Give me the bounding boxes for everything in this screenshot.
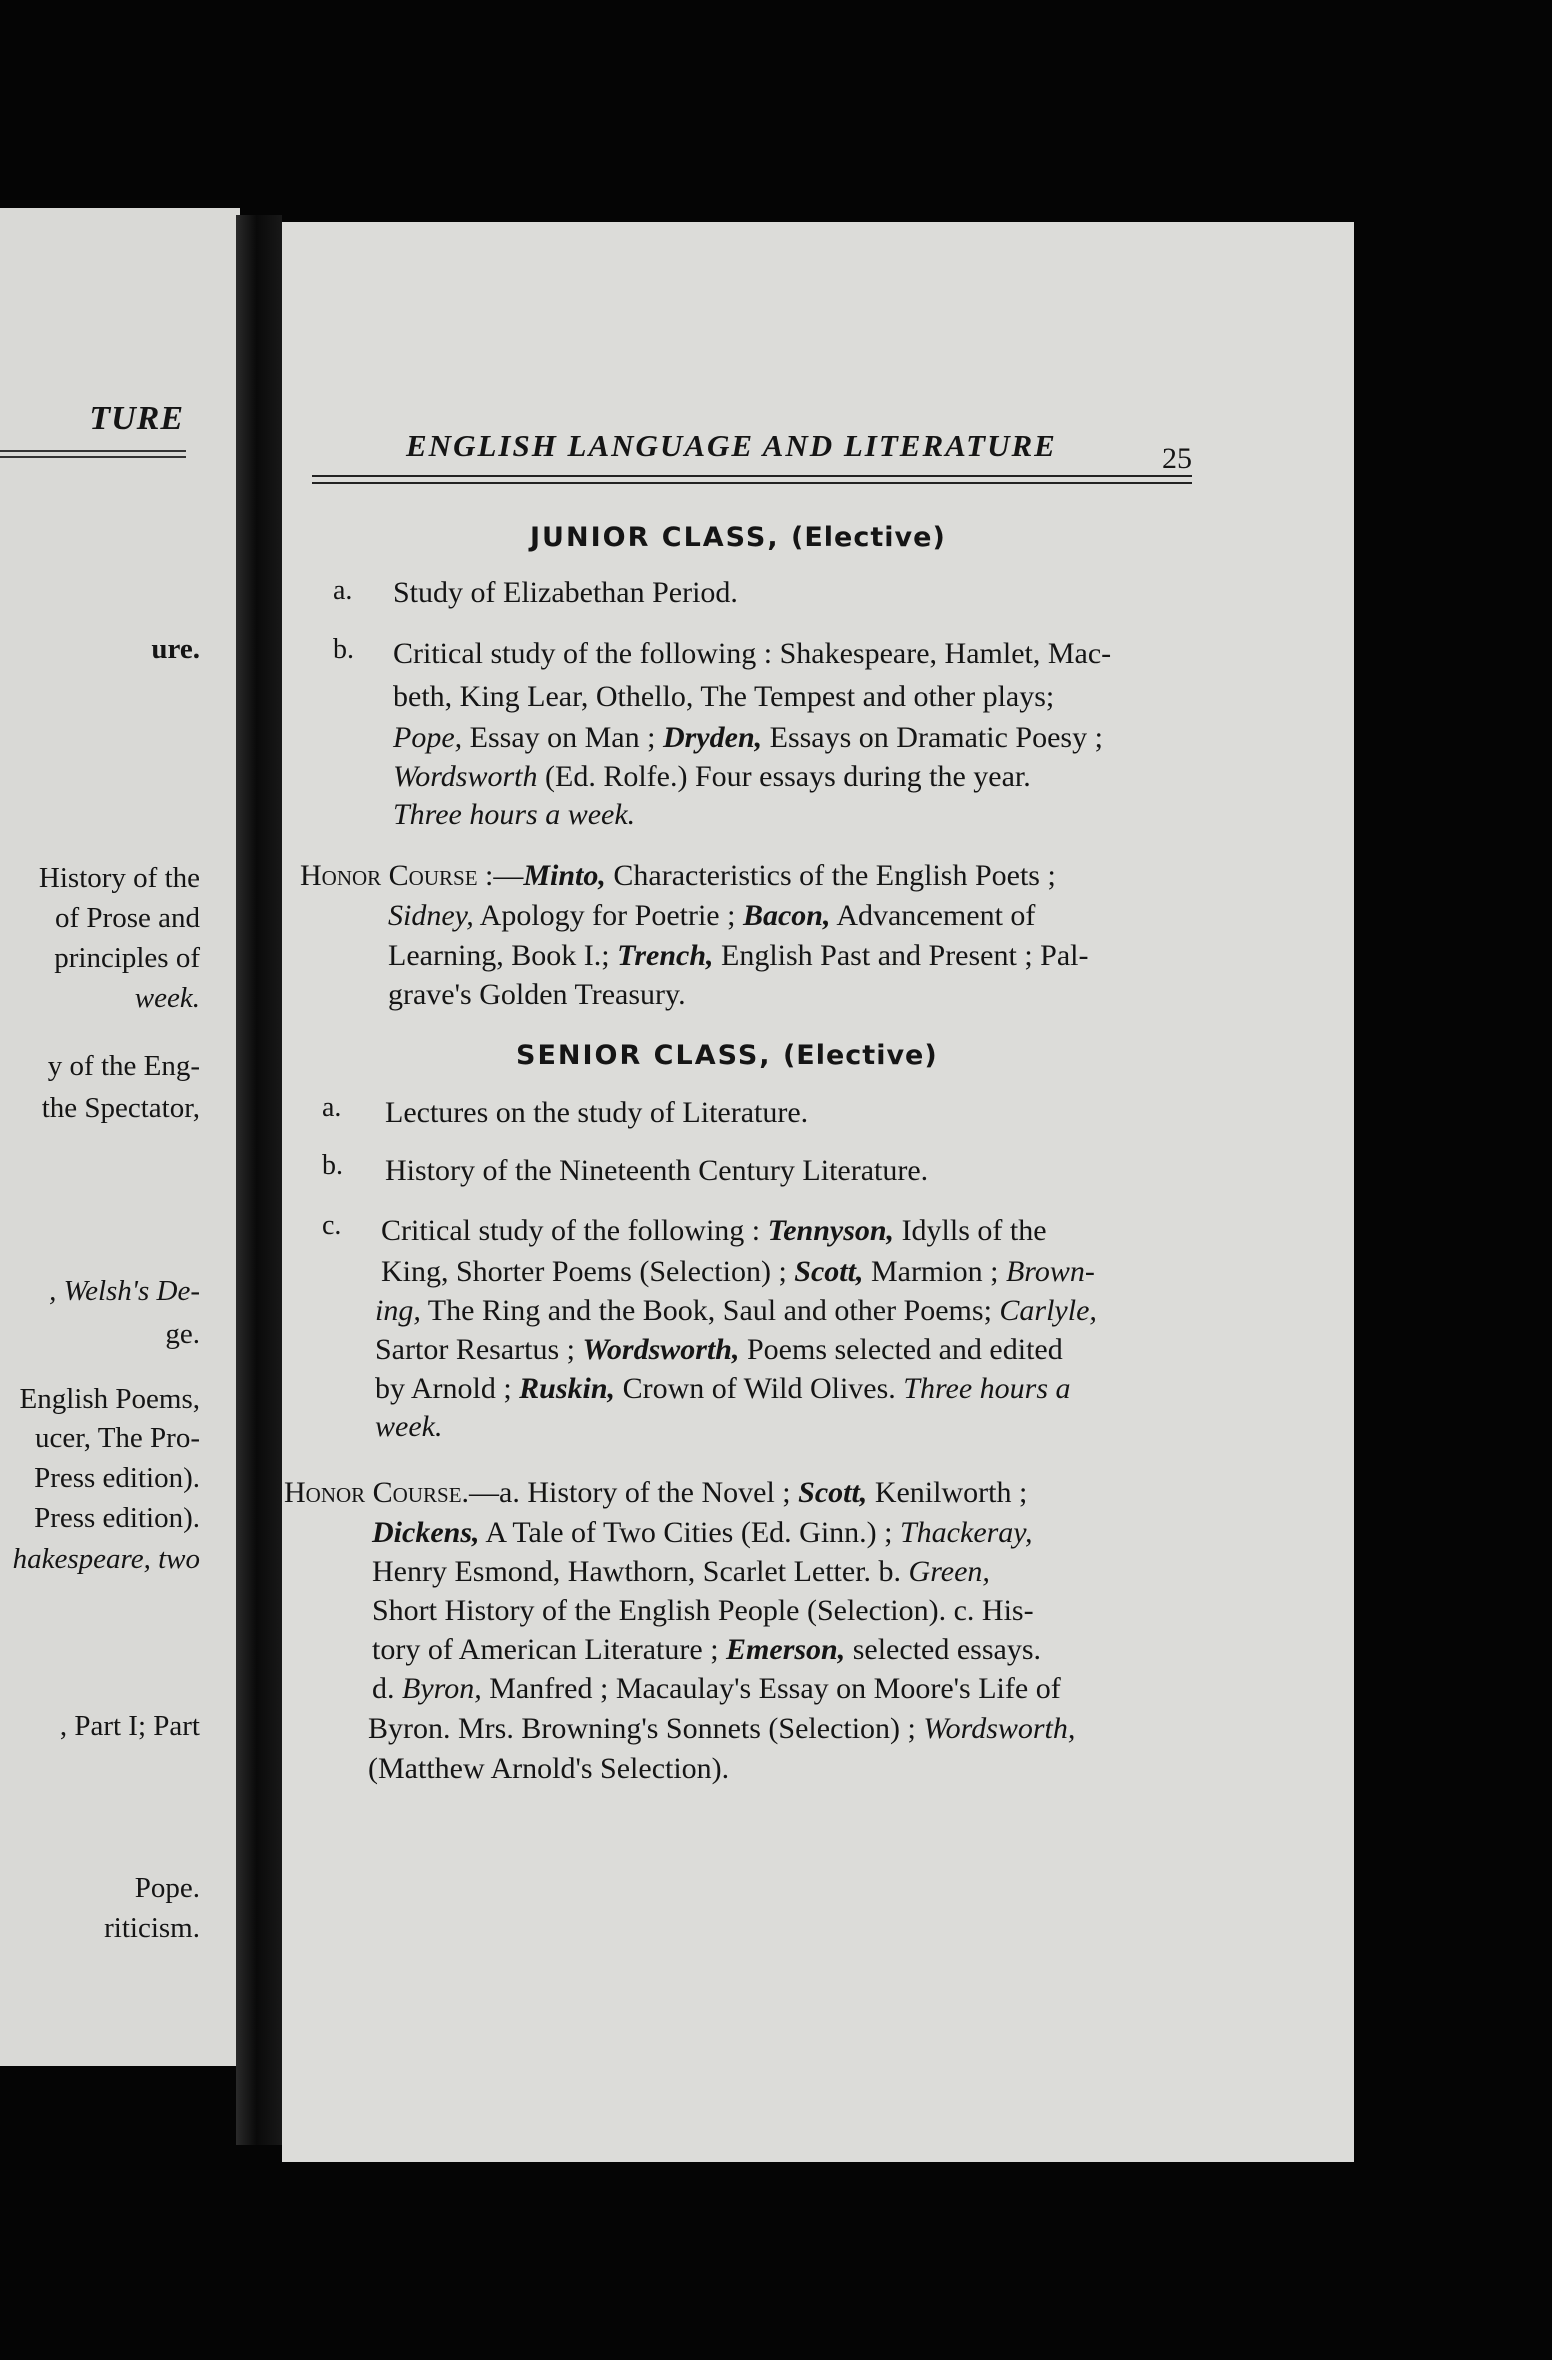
senior-honor-course-line-5: tory of American Literature ; Emerson, selected essays.	[372, 1633, 1041, 1666]
previous-page-line: ucer, The Pro-	[35, 1422, 200, 1454]
previous-page-line: y of the Eng-	[47, 1050, 200, 1082]
previous-page-head-rule	[0, 450, 186, 458]
junior-item-a-letter: a.	[333, 575, 353, 606]
previous-page-line: ure.	[151, 633, 200, 665]
book-binding-gutter	[236, 215, 282, 2145]
senior-item-c-line-2: King, Shorter Poems (Selection) ; Scott, Marmion ; Brown-	[381, 1255, 1095, 1288]
senior-honor-course-line-4: Short History of the English People (Selection). c. His-	[372, 1594, 1034, 1627]
previous-page-fragment: TURE ure. History of the of Prose and principles of week. y of the Eng- the Spectator, , Welsh's De- ge. English Poems, ucer, The Pro- Press edition). Press edition). hakespeare, two , Part I; Part Pope. riticism.	[0, 208, 240, 2066]
junior-class-heading: JUNIOR CLASS, (Elective)	[530, 522, 946, 553]
junior-honor-course-line-4: grave's Golden Treasury.	[388, 978, 686, 1011]
page-number: 25	[1162, 442, 1192, 475]
previous-page-line: , Welsh's De-	[49, 1275, 200, 1307]
junior-honor-course-line-3: Learning, Book I.; Trench, English Past and Present ; Pal-	[388, 939, 1089, 972]
senior-honor-course-line-6: d. Byron, Manfred ; Macaulay's Essay on Moore's Life of	[372, 1672, 1061, 1705]
previous-page-line: the Spectator,	[41, 1092, 200, 1124]
junior-elective-label: (Elective)	[791, 522, 946, 553]
senior-honor-course-line-8: (Matthew Arnold's Selection).	[368, 1752, 730, 1785]
senior-elective-label: (Elective)	[782, 1040, 938, 1071]
senior-class-heading: SENIOR CLASS, (Elective)	[516, 1040, 938, 1071]
page-25	[282, 222, 1354, 2162]
senior-honor-course-line-7: Byron. Mrs. Browning's Sonnets (Selection) ; Wordsworth,	[368, 1712, 1076, 1745]
junior-item-b-line-3: Pope, Essay on Man ; Dryden, Essays on Dramatic Poesy ;	[393, 721, 1103, 754]
previous-page-line: week.	[134, 982, 200, 1014]
senior-item-c-line-5: by Arnold ; Ruskin, Crown of Wild Olives. Three hours a	[375, 1372, 1071, 1405]
junior-honor-course-line-2: Sidney, Apology for Poetrie ; Bacon, Advancement of	[388, 899, 1036, 932]
senior-honor-course-line-1: Honor Course.—a. History of the Novel ; Scott, Kenilworth ;	[284, 1476, 1028, 1509]
senior-item-c-line-4: Sartor Resartus ; Wordsworth, Poems selected and edited	[375, 1333, 1063, 1366]
previous-page-line: of Prose and	[55, 902, 200, 934]
previous-page-line: History of the	[38, 862, 200, 894]
running-head: ENGLISH LANGUAGE AND LITERATURE	[406, 428, 1057, 463]
previous-page-line: Press edition).	[34, 1462, 200, 1494]
previous-page-line: ge.	[165, 1318, 200, 1350]
junior-item-b-line-5: Three hours a week.	[393, 798, 636, 831]
senior-item-b-text: History of the Nineteenth Century Literature.	[385, 1154, 929, 1187]
junior-item-b-line-4: Wordsworth (Ed. Rolfe.) Four essays during the year.	[393, 760, 1031, 793]
previous-page-line: Press edition).	[34, 1502, 200, 1534]
previous-page-line: , Part I; Part	[59, 1710, 200, 1742]
junior-item-b-letter: b.	[333, 634, 354, 665]
senior-item-c-line-6: week.	[375, 1410, 443, 1443]
previous-page-line: riticism.	[104, 1912, 200, 1944]
previous-page-line: principles of	[54, 942, 200, 974]
senior-item-a-text: Lectures on the study of Literature.	[385, 1096, 809, 1129]
previous-page-line: hakespeare, two	[12, 1543, 200, 1575]
junior-honor-course-line-1: Honor Course :—Minto, Characteristics of the English Poets ;	[300, 859, 1056, 892]
senior-honor-course-label: Honor Course.	[284, 1476, 470, 1509]
senior-honor-course-line-2: Dickens, A Tale of Two Cities (Ed. Ginn.) ; Thackeray,	[372, 1516, 1033, 1549]
head-rule	[312, 475, 1192, 484]
previous-page-line: English Poems,	[19, 1383, 200, 1415]
senior-item-c-line-1: Critical study of the following : Tennyson, Idylls of the	[381, 1214, 1047, 1247]
junior-item-b-line-2: beth, King Lear, Othello, The Tempest and other plays;	[393, 680, 1055, 713]
senior-item-c-letter: c.	[322, 1210, 342, 1241]
senior-item-b-letter: b.	[322, 1150, 343, 1181]
senior-item-c-line-3: ing, The Ring and the Book, Saul and other Poems; Carlyle,	[375, 1294, 1097, 1327]
previous-page-line: Pope.	[134, 1872, 200, 1904]
junior-item-b-line-1: Critical study of the following : Shakespeare, Hamlet, Mac-	[393, 637, 1112, 670]
senior-honor-course-line-3: Henry Esmond, Hawthorn, Scarlet Letter. b. Green,	[372, 1555, 990, 1588]
junior-item-a-text: Study of Elizabethan Period.	[393, 576, 738, 609]
junior-honor-course-label: Honor Course :—	[300, 859, 524, 892]
senior-item-a-letter: a.	[322, 1092, 342, 1123]
